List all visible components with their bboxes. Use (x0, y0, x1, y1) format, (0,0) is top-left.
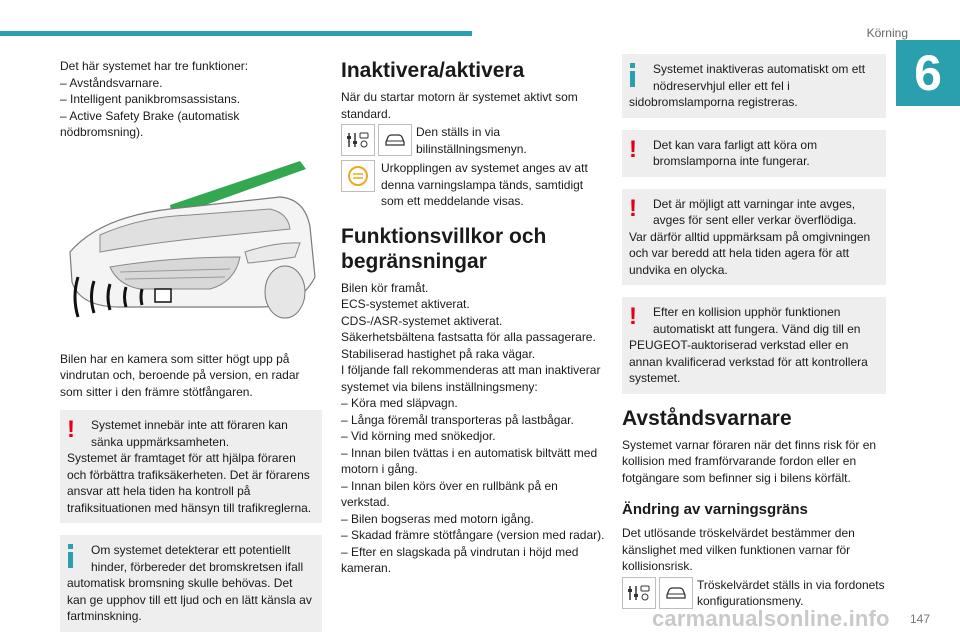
condition-line: – Bilen bogseras med motorn igång. (341, 511, 534, 526)
condition-line: I följande fall rekommenderas att man inaktiverar systemet via bilens inställningsmeny: (341, 363, 601, 394)
condition-line: – Skadad främre stötfångare (version med radar). (341, 528, 605, 542)
warning-first-line: Det är möjligt att varningar inte avges, avges för sent eller verkar överflödiga. (653, 196, 857, 227)
intro-text: Det här systemet har tre funktioner: (60, 59, 249, 73)
threshold-text: Det utlösande tröskelvärdet bestämmer den känslighet med vilken funktionen varnar för kollisionsrisk. (622, 526, 855, 573)
info-first-line: Om systemet detekterar ett potentiellt hinder, förbereder det bromskretsen ifall (91, 543, 304, 574)
warning-first-line: Systemet innebär inte att föraren kan sänka uppmärksamheten. (91, 418, 288, 449)
heading-distance-warning: Avståndsvarnare (622, 406, 792, 430)
warning-note (622, 297, 886, 394)
warning-note (622, 130, 886, 177)
function-item: – Active Safety Brake (automatisk nödbromsning). (60, 108, 240, 139)
condition-line: – Innan bilen tvättas i en automatisk biltvätt med motorn i gång. (341, 445, 598, 476)
car-icon (378, 124, 412, 156)
uncouple-text: Urkopplingen av systemet anges av att denna varningslampa tänds, samtidigt som ett meddelande visas. (381, 161, 588, 208)
distance-text: Systemet varnar föraren när det finns risk för en kollision med framförvarande fordon eller en fotgängare som befinner sig i bilens körfält. (622, 437, 877, 485)
condition-line: CDS-/ASR-systemet aktiverat. (341, 313, 503, 328)
condition-line: Stabiliserad hastighet på raka vägar. (341, 346, 536, 361)
start-text: När du startar motorn är systemet aktivt som standard. (341, 90, 578, 121)
info-rest: automatisk bromsning skulle behövas. Det kan ge upphov till ett ljud och en lätt känsla av fartminskning. (67, 576, 312, 623)
header-accent-bar (0, 31, 472, 36)
section-title: Körning (866, 26, 908, 40)
menu-text: Den ställs in via bilinställningsmenyn. (416, 125, 527, 156)
warning-rest: PEUGEOT-auktoriserad verkstad eller en annan kvalificerad verkstad för att kontrollera systemet. (629, 338, 868, 385)
camera-text: Bilen har en kamera som sitter högt upp på vindrutan och, beroende på version, en radar som sitter i den främre stötfångaren. (60, 351, 300, 399)
condition-line: Bilen kör framåt. (341, 280, 429, 295)
warning-rest: Systemet är framtaget för att hjälpa föraren och förbättra trafiksäkerheten. Det är förarens ansvar att hela tiden ha kontroll på trafiksituationen med hänsyn till trafikreglerna. (67, 451, 312, 515)
condition-line: – Köra med släpvagn. (341, 396, 458, 410)
warning-first-line: Efter en kollision upphör funktionen automatiskt att fungera. Vänd dig till en (653, 305, 861, 336)
warning-first-line: Det kan vara farligt att köra om bromslamporna inte fungerar. (653, 137, 818, 168)
info-rest: sidobromslamporna registreras. (629, 95, 798, 109)
heading-deactivate: Inaktivera/aktivera (341, 59, 525, 82)
column-2 (341, 58, 606, 577)
warning-note (60, 410, 322, 523)
condition-line: – Vid körning med snökedjor. (341, 429, 496, 443)
settings-icon (622, 577, 656, 609)
condition-line: Säkerhetsbältena fastsatta för alla passagerare. (341, 330, 596, 344)
condition-line: – Innan bilen körs över en rullbänk på en verkstad. (341, 478, 558, 509)
heading-threshold: Ändring av varningsgräns (622, 501, 808, 518)
info-first-line: Systemet inaktiveras automatiskt om ett nödreservhjul eller ett fel i (653, 62, 866, 93)
condition-line: ECS-systemet aktiverat. (341, 297, 470, 311)
warning-icon: ! (629, 135, 637, 163)
column-1 (60, 58, 322, 644)
warning-rest: Var därför alltid uppmärksam på omgivningen och var beredd att hela tiden agera för att undvika en olycka. (629, 229, 871, 277)
config-text: Tröskelvärdet ställs in via fordonets konfigurationsmeny. (697, 577, 885, 608)
info-note (60, 535, 322, 632)
menu-icon-row (341, 124, 606, 158)
heading-conditions: Funktionsvillkor och begränsningar (341, 224, 547, 273)
condition-line: – Långa föremål transporteras på lastbågar. (341, 412, 574, 427)
warning-icon: ! (67, 416, 75, 443)
info-icon (628, 63, 638, 87)
column-3 (622, 58, 886, 611)
info-note (622, 54, 886, 118)
info-icon (66, 544, 76, 568)
warning-note (622, 189, 886, 286)
warning-icon: ! (629, 194, 637, 222)
warning-icon: ! (629, 303, 637, 330)
chapter-number: 6 (896, 40, 960, 106)
function-item: – Avståndsvarnare. (60, 75, 163, 90)
watermark: carmanualsonline.info (652, 606, 890, 631)
warning-lamp-row (341, 160, 606, 210)
car-icon (659, 577, 693, 609)
settings-icon (341, 124, 375, 156)
car-camera-illustration (60, 157, 322, 337)
warning-lamp-icon (341, 160, 375, 192)
condition-line: – Efter en slagskada på vindrutan i höjd med kameran. (341, 544, 579, 575)
function-item: – Intelligent panikbromsassistans. (60, 92, 241, 106)
page-number: 147 (909, 612, 930, 626)
